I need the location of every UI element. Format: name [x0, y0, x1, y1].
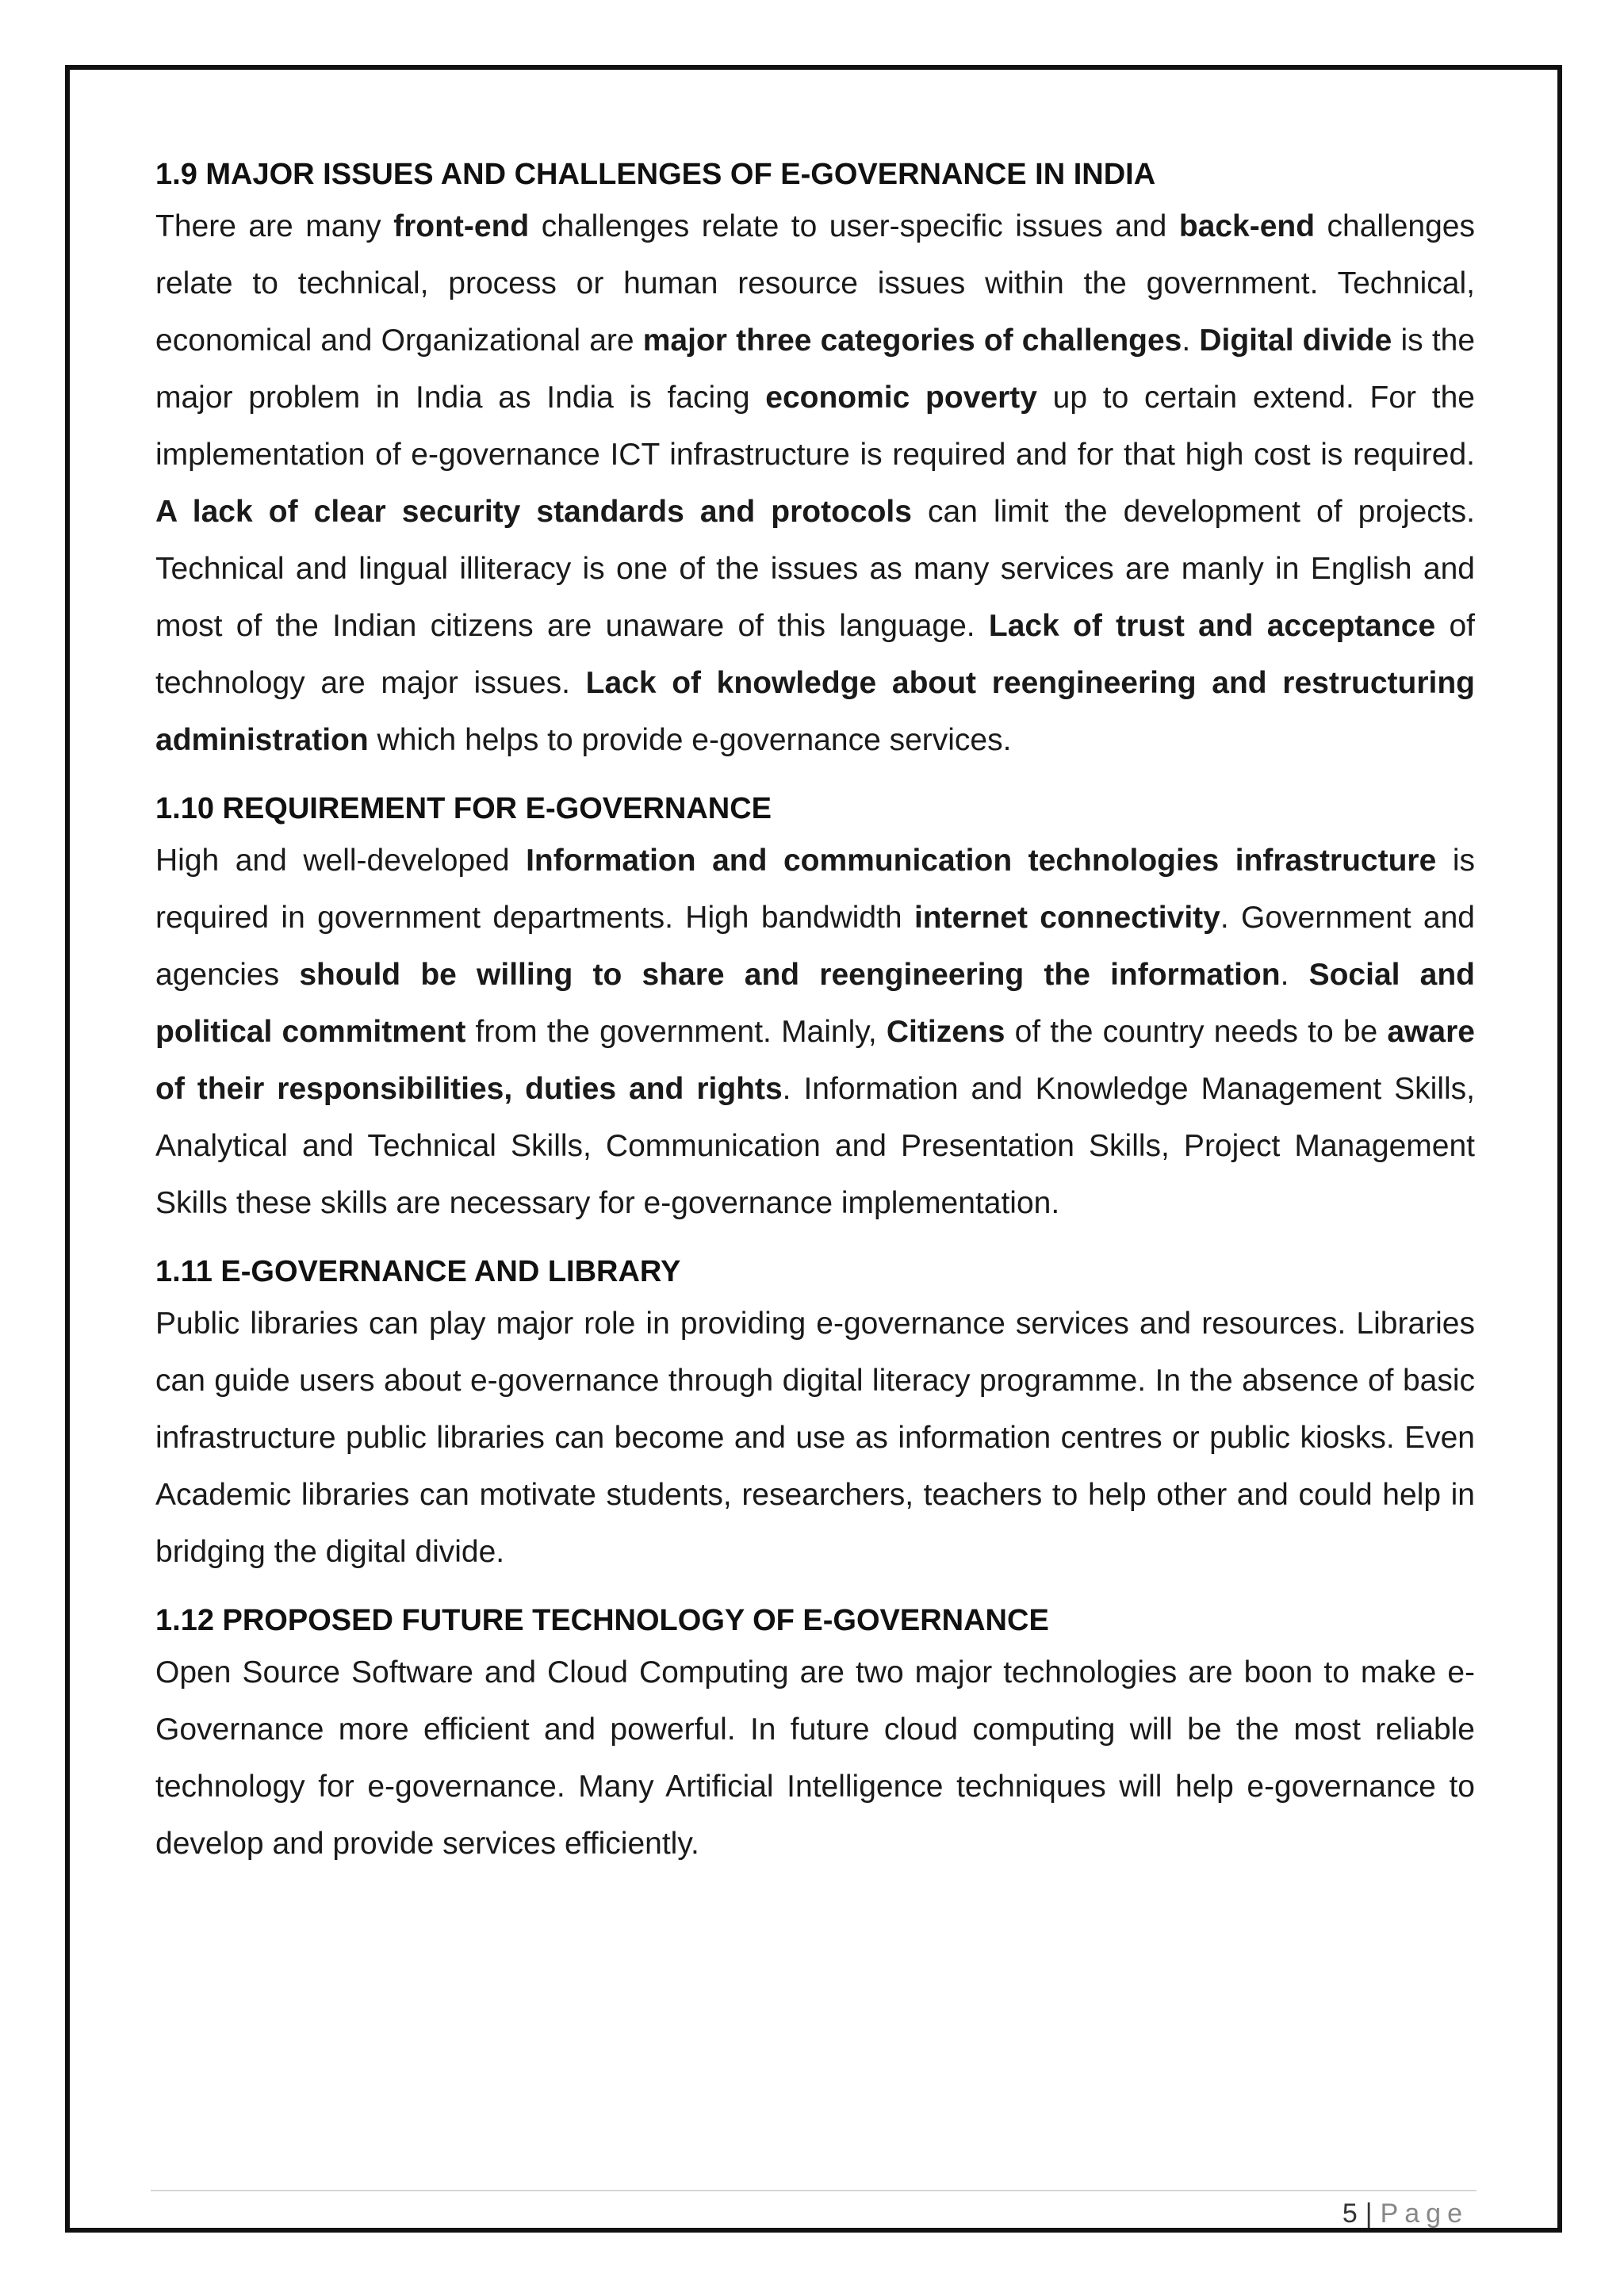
text-run: challenges relate to user-specific issues and	[529, 209, 1179, 243]
bold-text-run: Lack of knowledge about reengineering and restructuring administration	[155, 666, 1475, 757]
footer-divider	[151, 2190, 1477, 2191]
text-run: of technology are major issues.	[155, 609, 1475, 700]
text-run: Public libraries can play major role in providing e-governance services and resources. Libraries can guide users about e-governance through digital literacy programme. In the absence of basic infrastructure public libraries can become and use as information centres or public kiosks. Even Academic libraries can motivate students, researchers, teachers to help other and could help in bridging the digital divide.	[155, 1307, 1475, 1569]
text-run: is required in government departments. High bandwidth	[155, 844, 1476, 935]
bold-text-run: front-end	[393, 209, 530, 243]
text-run: .	[1280, 958, 1309, 992]
section-paragraph	[155, 1295, 1475, 1581]
bold-text-run: aware of their responsibilities, duties and rights	[155, 1015, 1475, 1106]
bold-text-run: Digital divide	[1199, 323, 1392, 358]
text-run: from the government. Mainly,	[465, 1015, 887, 1049]
text-run: of the country needs to be	[1005, 1015, 1388, 1049]
section-heading: 1.12 PROPOSED FUTURE TECHNOLOGY OF E-GOVERNANCE	[155, 1604, 1049, 1637]
text-run: challenges relate to technical, process or human resource issues within the government. Technical, economical and Organizational are	[155, 209, 1475, 358]
text-run: Open Source Software and Cloud Computing are two major technologies are boon to make e-Governance more efficient and powerful. In future cloud computing will be the most reliable technology for e-governance. Many Artificial Intelligence techniques will help e-governance to develop and provide services efficiently.	[155, 1655, 1475, 1861]
section-heading: 1.10 REQUIREMENT FOR E-GOVERNANCE	[155, 792, 772, 825]
section-heading: 1.11 E-GOVERNANCE AND LIBRARY	[155, 1255, 681, 1288]
section-future-technology	[155, 1597, 1475, 1873]
section-requirement	[155, 785, 1475, 1232]
text-run: . Government and agencies	[155, 901, 1475, 992]
text-run: can limit the development of projects. Technical and lingual illiteracy is one of the issues as many services are manly in English and most of the Indian citizens are unaware of this language.	[155, 495, 1475, 643]
footer-separator: |	[1365, 2198, 1373, 2229]
section-paragraph	[155, 198, 1475, 769]
text-run: High and well-developed	[155, 844, 527, 878]
text-run: . Information and Knowledge Management Skills, Analytical and Technical Skills, Communication and Presentation Skills, Project Management Skills these skills are necessary for e-governance implementation.	[155, 1072, 1476, 1220]
bold-text-run: should be willing to share and reengineering the information	[299, 958, 1281, 992]
section-major-issues	[155, 151, 1475, 769]
section-paragraph	[155, 1644, 1475, 1873]
bold-text-run: Social and political commitment	[155, 958, 1476, 1049]
document-body	[155, 151, 1475, 1888]
page-number: 5	[1342, 2198, 1358, 2229]
bold-text-run: internet connectivity	[914, 901, 1220, 935]
page-footer	[1342, 2198, 1469, 2229]
bold-text-run: Information and communication technologies infrastructure	[526, 844, 1437, 878]
bold-text-run: Lack of trust and acceptance	[988, 609, 1436, 643]
bold-text-run: economic poverty	[765, 381, 1037, 415]
text-run: up to certain extend. For the implementation of e-governance ICT infrastructure is required and for that high cost is required.	[155, 381, 1475, 472]
bold-text-run: back-end	[1178, 209, 1316, 243]
bold-text-run: A lack of clear security standards and protocols	[155, 495, 912, 529]
page-label: Page	[1380, 2198, 1469, 2229]
text-run: which helps to provide e-governance services.	[368, 723, 1012, 757]
section-paragraph	[155, 832, 1475, 1232]
bold-text-run: Citizens	[886, 1015, 1005, 1049]
text-run: There are many	[155, 209, 394, 243]
text-run: is the major problem in India as India is facing	[155, 323, 1476, 415]
section-heading: 1.9 MAJOR ISSUES AND CHALLENGES OF E-GOVERNANCE IN INDIA	[155, 158, 1156, 191]
section-library	[155, 1248, 1475, 1581]
bold-text-run: major three categories of challenges	[642, 323, 1182, 358]
text-run: .	[1182, 323, 1200, 358]
